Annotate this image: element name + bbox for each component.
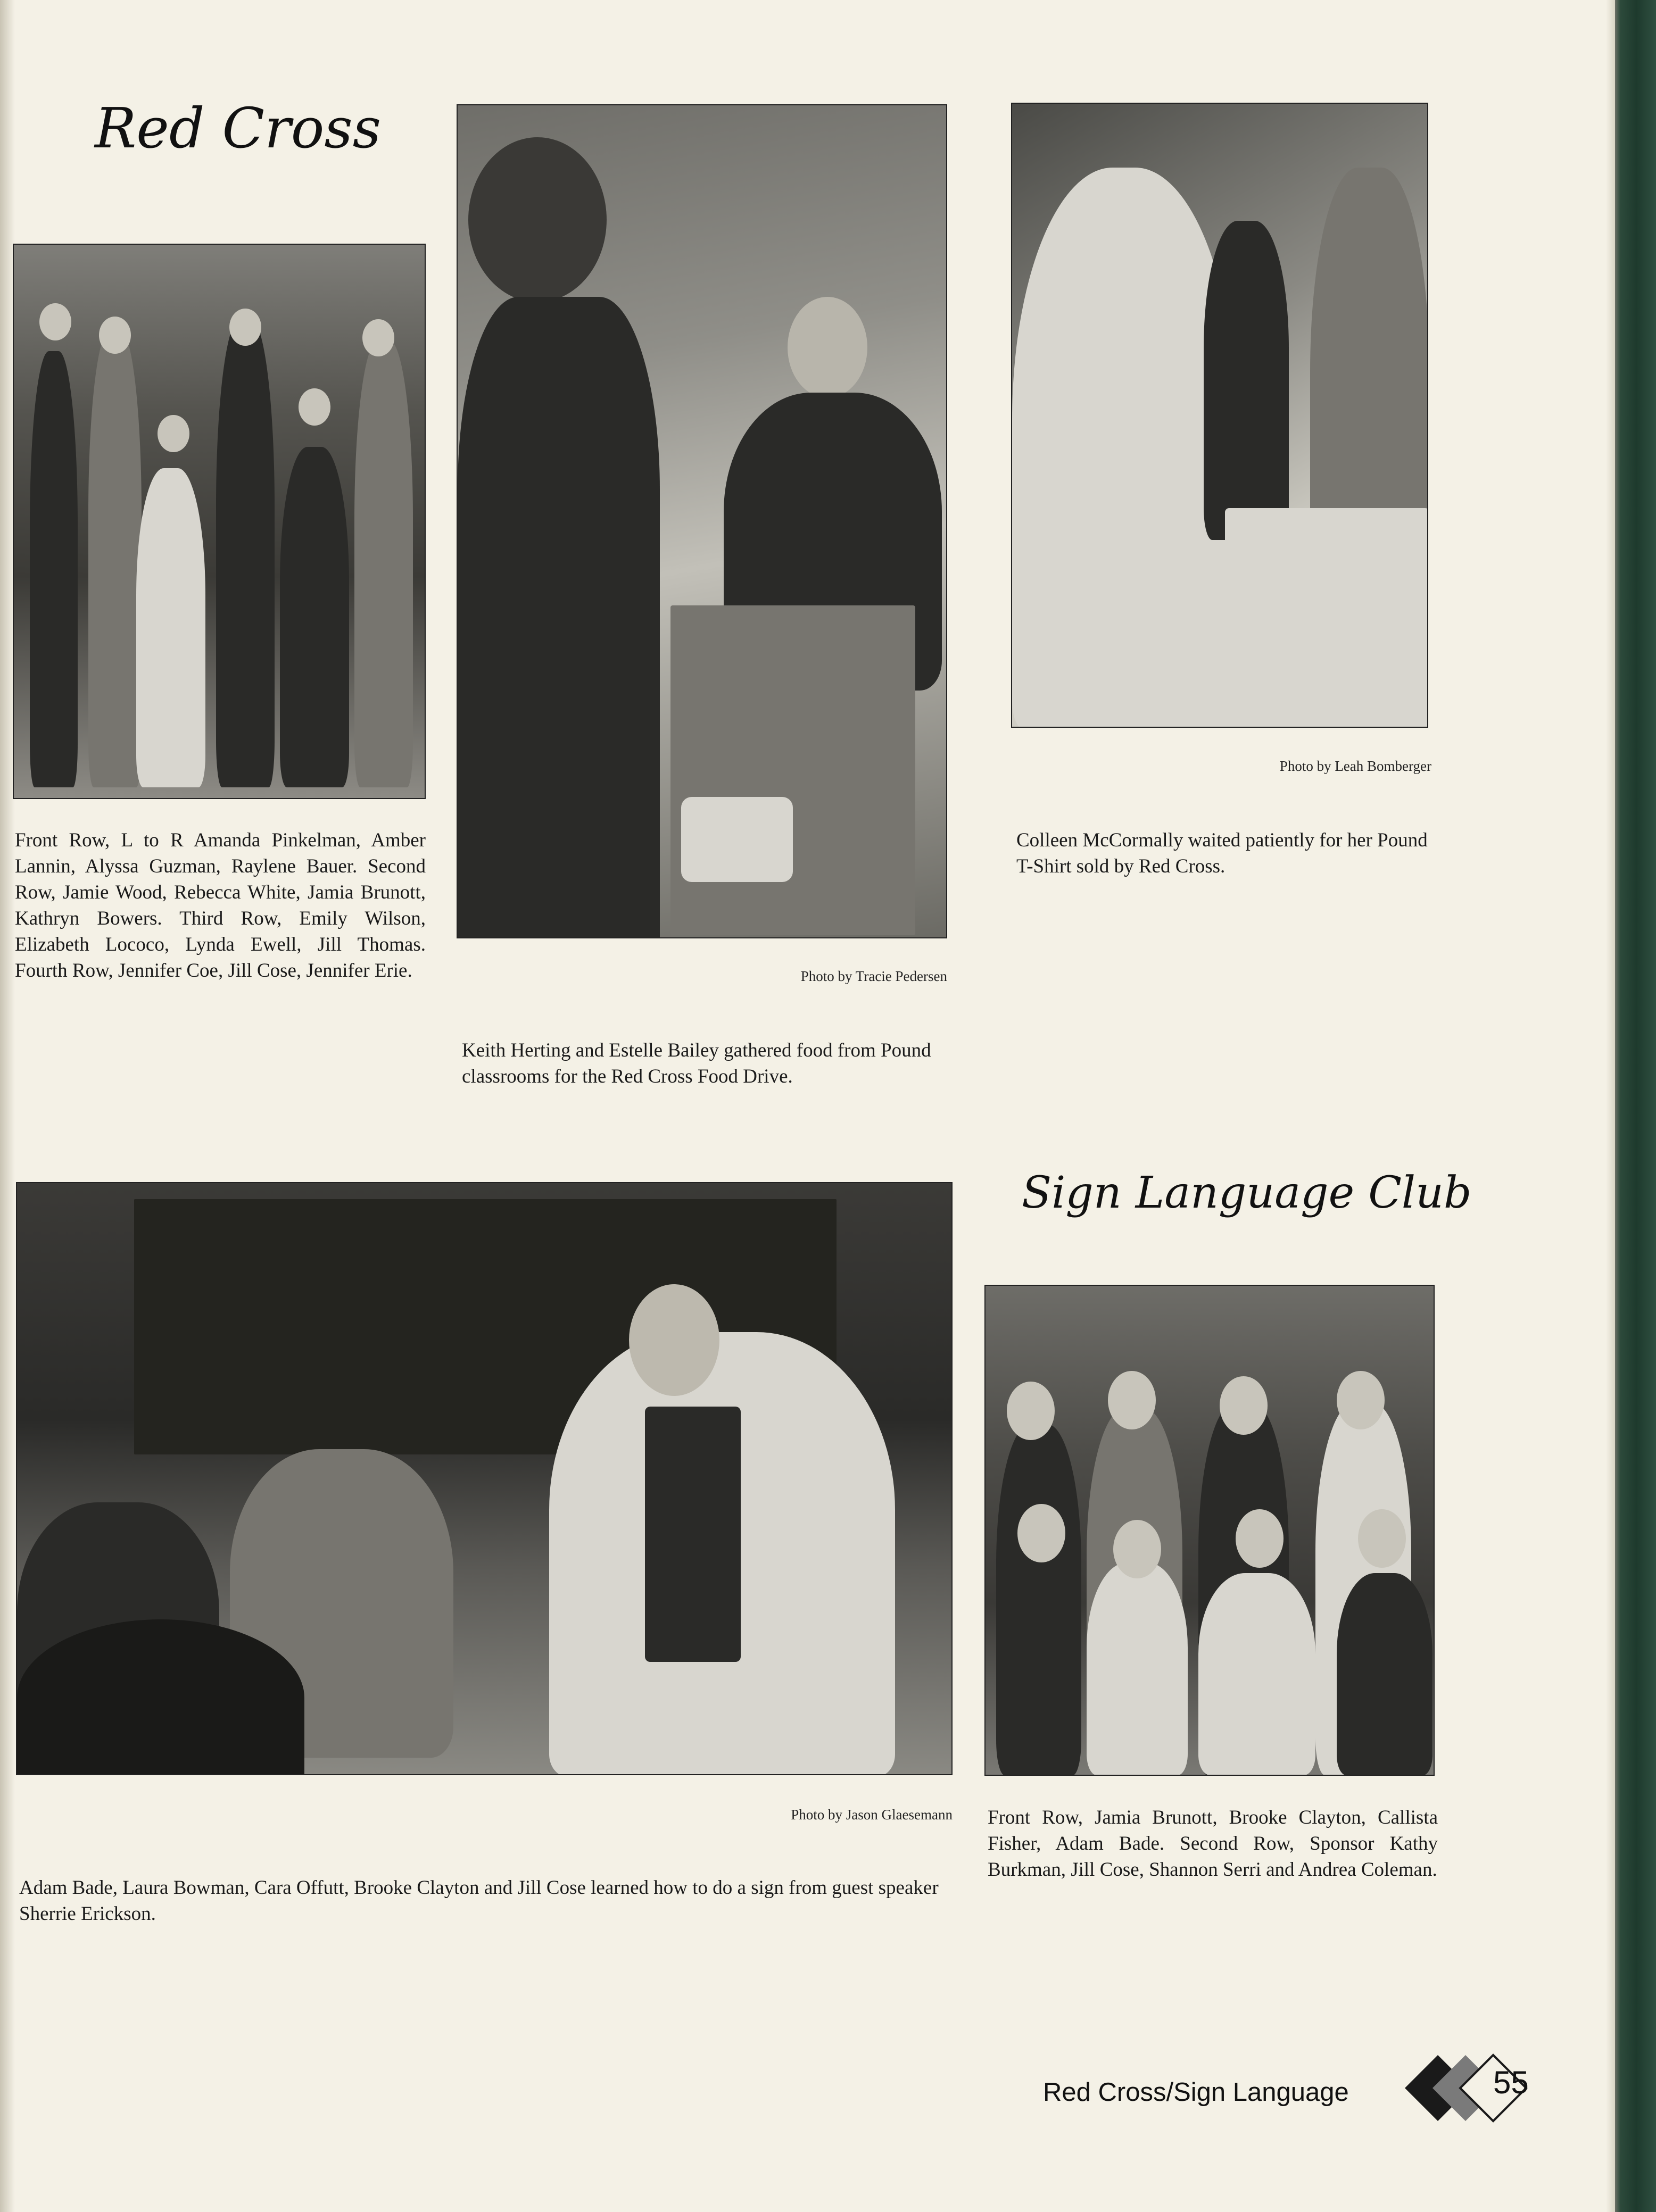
sign-language-club-title: Sign Language Club	[1022, 1168, 1472, 1218]
classroom-credit: Photo by Jason Glaesemann	[791, 1807, 953, 1823]
tshirt-caption: Colleen McCormally waited patiently for her Pound T-Shirt sold by Red Cross.	[1016, 829, 1428, 877]
page-number: 55	[1493, 2065, 1529, 2100]
sign-language-group-caption: Front Row, Jamia Brunott, Brooke Clayton, Callista Fisher, Adam Bade. Second Row, Sponsor Kathy Burkman, Jill Cose, Shannon Serri and Andrea Coleman.	[988, 1807, 1438, 1881]
page-number-badge	[1405, 2053, 1549, 2123]
footer-section-label: Red Cross/Sign Language	[1043, 2078, 1349, 2107]
food-drive-credit: Photo by Tracie Pedersen	[800, 968, 947, 984]
tshirt-sale-photo	[1011, 103, 1428, 728]
page-edge	[1606, 0, 1615, 2212]
book-spine	[1615, 0, 1656, 2212]
sign-language-classroom-photo	[16, 1182, 953, 1775]
tshirt-credit: Photo by Leah Bomberger	[1279, 758, 1431, 774]
sign-language-group-photo	[984, 1285, 1435, 1776]
red-cross-title: Red Cross	[95, 96, 382, 161]
classroom-caption: Adam Bade, Laura Bowman, Cara Offutt, Brooke Clayton and Jill Cose learned how to do a sign from guest speaker Sherrie Erickson.	[19, 1877, 939, 1925]
red-cross-group-caption: Front Row, L to R Amanda Pinkelman, Amber Lannin, Alyssa Guzman, Raylene Bauer. Second Row, Jamie Wood, Rebecca White, Jamia Brunott, Kathryn Bowers. Third Row, Emily Wilson, Elizabeth Lococo, Lynda Ewell, Jill Thomas. Fourth Row, Jennifer Coe, Jill Cose, Jennifer Erie.	[15, 829, 426, 982]
red-cross-group-photo	[13, 244, 426, 799]
food-drive-photo	[457, 104, 947, 938]
food-drive-caption: Keith Herting and Estelle Bailey gathered food from Pound classrooms for the Red Cross Food Drive.	[462, 1040, 931, 1087]
